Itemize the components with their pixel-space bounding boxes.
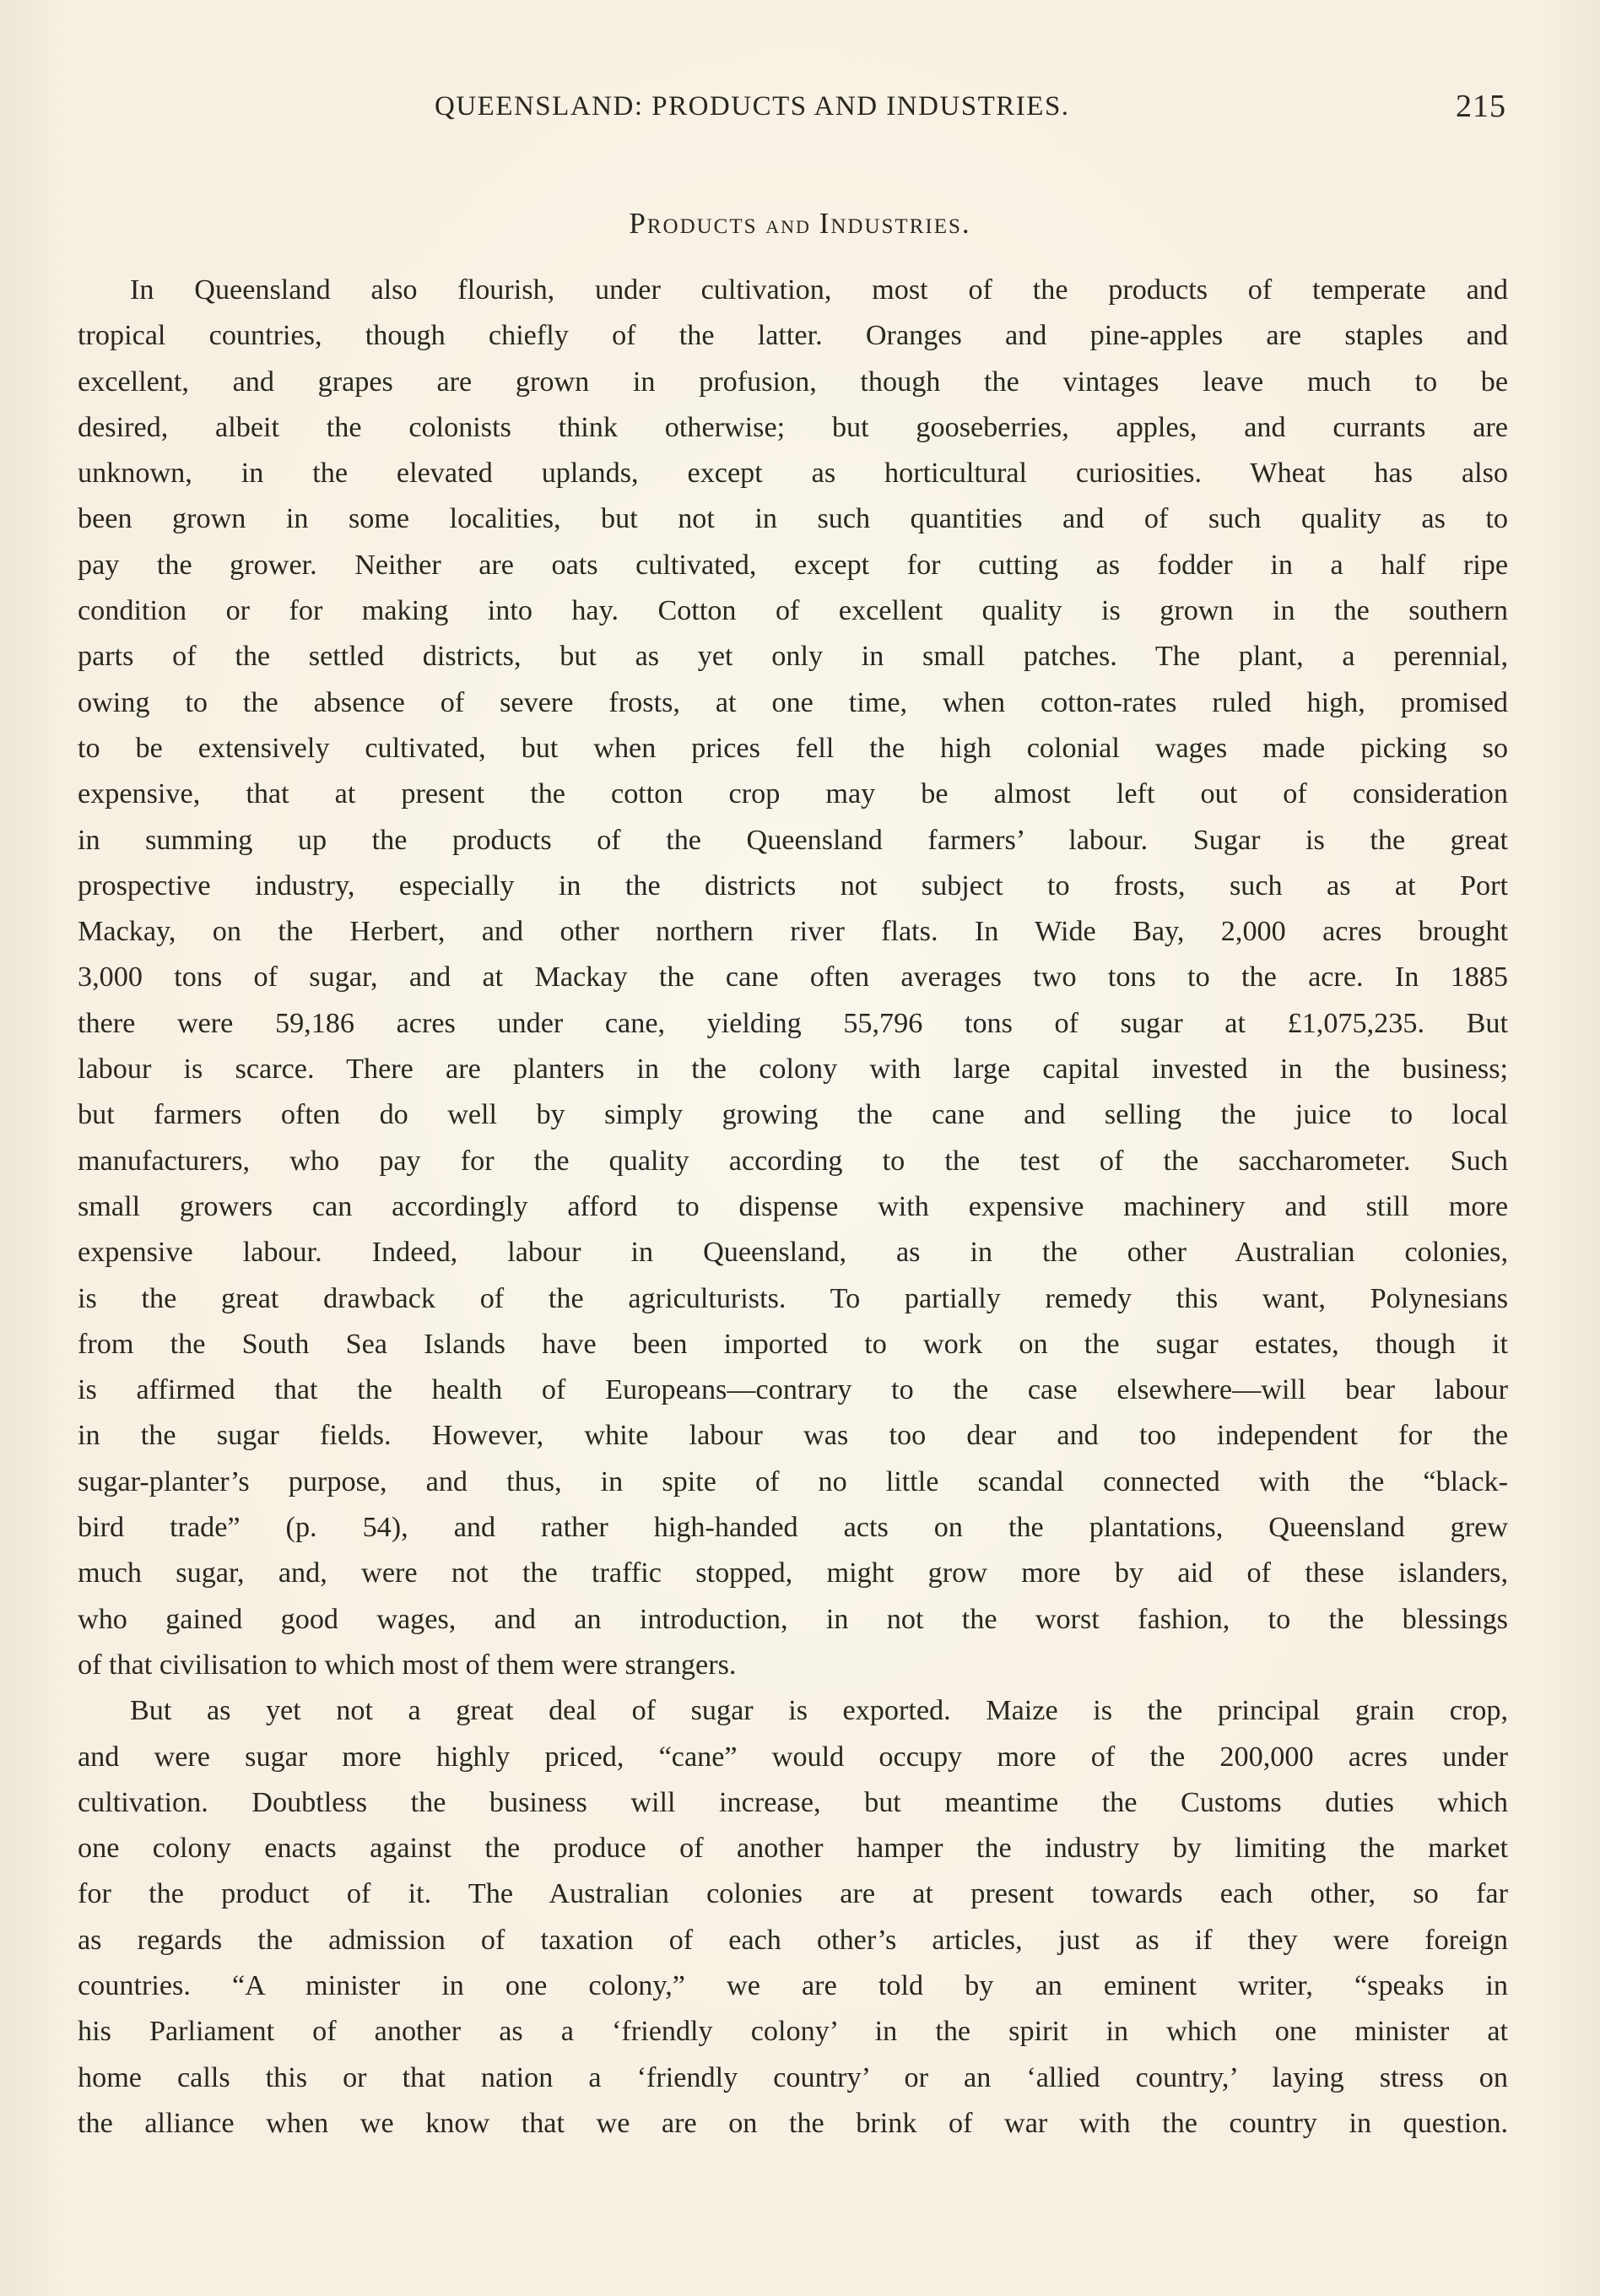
text-line: to be extensively cultivated, but when prices fell the high colonial wages made picking so [78, 732, 1508, 764]
body-text [78, 268, 1508, 2147]
text-line: cultivation. Doubtless the business will increase, but meantime the Customs duties which [78, 1786, 1508, 1818]
text-line: as regards the admission of taxation of each other’s articles, just as if they were foreign [78, 1924, 1508, 1956]
paragraph-2 [78, 1688, 1508, 2147]
text-line: but farmers often do well by simply growing the cane and selling the juice to local [78, 1099, 1508, 1131]
text-line: parts of the settled districts, but as yet only in small patches. The plant, a perennial, [78, 641, 1508, 673]
text-line: is affirmed that the health of Europeans—contrary to the case elsewhere—will bear labour [78, 1374, 1508, 1406]
text-line: manufacturers, who pay for the quality according to the test of the saccharometer. Such [78, 1145, 1508, 1177]
text-line: sugar-planter’s purpose, and thus, in spite of no little scandal connected with the “black- [78, 1465, 1508, 1497]
text-line: expensive, that at present the cotton crop may be almost left out of consideration [78, 778, 1508, 810]
text-line: the alliance when we know that we are on the brink of war with the country in question. [78, 2107, 1508, 2139]
text-line: there were 59,186 acres under cane, yielding 55,796 tons of sugar at £1,075,235. But [78, 1007, 1508, 1039]
text-line: owing to the absence of severe frosts, at one time, when cotton-rates ruled high, promised [78, 686, 1508, 718]
text-line: 3,000 tons of sugar, and at Mackay the cane often averages two tons to the acre. In 1885 [78, 961, 1508, 994]
text-line: from the South Sea Islands have been imported to work on the sugar estates, though it [78, 1328, 1508, 1360]
text-line: who gained good wages, and an introduction, in not the worst fashion, to the blessings [78, 1603, 1508, 1635]
text-line: pay the grower. Neither are oats cultivated, except for cutting as fodder in a half ripe [78, 549, 1508, 581]
text-line: in the sugar fields. However, white labour was too dear and too independent for the [78, 1420, 1508, 1452]
text-line: unknown, in the elevated uplands, except as horticultural curiosities. Wheat has also [78, 458, 1508, 490]
text-line: excellent, and grapes are grown in profusion, though the vintages leave much to be [78, 366, 1508, 398]
text-line: In Queensland also flourish, under cultivation, most of the products of temperate and [130, 274, 1508, 306]
text-line: expensive labour. Indeed, labour in Queensland, as in the other Australian colonies, [78, 1237, 1508, 1269]
text-line: tropical countries, though chiefly of the latter. Oranges and pine-apples are staples and [78, 320, 1508, 352]
paragraph-1 [78, 268, 1508, 1688]
text-line: in summing up the products of the Queensland farmers’ labour. Sugar is the great [78, 824, 1508, 856]
text-line: one colony enacts against the produce of another hamper the industry by limiting the market [78, 1833, 1508, 1865]
text-line: his Parliament of another as a ‘friendly colony’ in the spirit in which one minister at [78, 2016, 1508, 2048]
text-line: small growers can accordingly afford to dispense with expensive machinery and still more [78, 1190, 1508, 1222]
section-heading-word-1: Products [629, 207, 758, 240]
text-line: prospective industry, especially in the districts not subject to frosts, such as at Port [78, 869, 1508, 902]
text-line: of that civilisation to which most of them were strangers. [78, 1649, 737, 1681]
page-number: 215 [1456, 89, 1506, 124]
text-line: home calls this or that nation a ‘friendly country’ or an ‘allied country,’ laying stress on [78, 2061, 1508, 2093]
text-line: been grown in some localities, but not in such quantities and of such quality as to [78, 503, 1508, 535]
text-line: is the great drawback of the agriculturists. To partially remedy this want, Polynesians [78, 1282, 1508, 1314]
running-head [435, 91, 1506, 132]
text-line: for the product of it. The Australian colonies are at present towards each other, so far [78, 1878, 1508, 1910]
text-line: Mackay, on the Herbert, and other northern river flats. In Wide Bay, 2,000 acres brought [78, 916, 1508, 948]
text-line: bird trade” (p. 54), and rather high-handed acts on the plantations, Queensland grew [78, 1512, 1508, 1544]
text-line: condition or for making into hay. Cotton of excellent quality is grown in the southern [78, 595, 1508, 627]
running-title: QUEENSLAND: PRODUCTS AND INDUSTRIES. [435, 91, 1070, 122]
text-line: much sugar, and, were not the traffic stopped, might grow more by aid of these islanders, [78, 1557, 1508, 1589]
section-heading-word-3: Industries. [819, 207, 971, 240]
section-heading-word-2: and [765, 209, 811, 239]
section-heading [0, 207, 1600, 241]
text-line: countries. “A minister in one colony,” we are told by an eminent writer, “speaks in [78, 1969, 1508, 2001]
text-line: labour is scarce. There are planters in the colony with large capital invested in the business; [78, 1053, 1508, 1086]
text-line: and were sugar more highly priced, “cane” would occupy more of the 200,000 acres under [78, 1741, 1508, 1773]
text-line: desired, albeit the colonists think otherwise; but gooseberries, apples, and currants are [78, 411, 1508, 443]
text-line: But as yet not a great deal of sugar is exported. Maize is the principal grain crop, [130, 1695, 1508, 1727]
